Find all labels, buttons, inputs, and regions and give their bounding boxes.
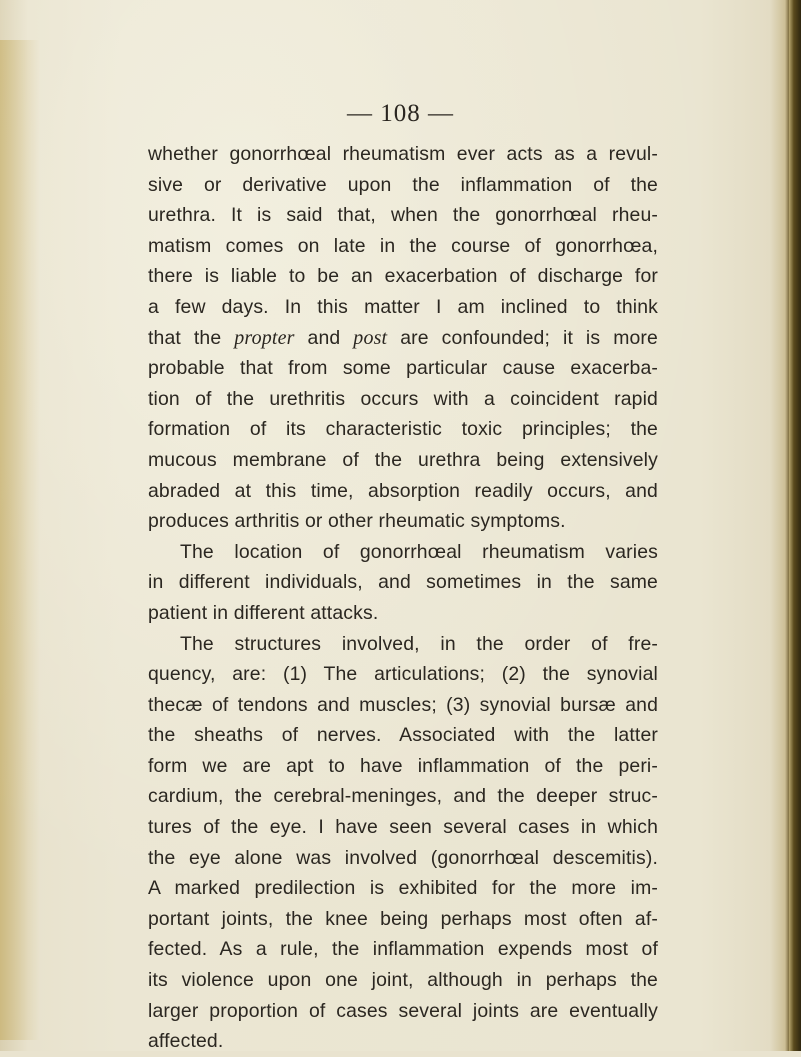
text-line: thecæ of tendons and muscles; (3) synovial bursæ and bbox=[148, 693, 658, 716]
text-fragment: and bbox=[294, 326, 354, 349]
text-fragment: that the bbox=[148, 326, 235, 349]
text-line: cardium, the cerebral-meninges, and the deeper struc- bbox=[148, 785, 658, 808]
text-line: A marked predilection is exhibited for the more im- bbox=[148, 877, 658, 900]
text-line: larger proportion of cases several joints are eventually bbox=[148, 999, 658, 1022]
text-line: portant joints, the knee being perhaps most often af- bbox=[148, 907, 658, 930]
paragraph-3 bbox=[148, 629, 658, 1057]
text-line: there is liable to be an exacerbation of discharge for bbox=[148, 265, 658, 288]
body-text bbox=[148, 139, 658, 1057]
text-line: tion of the urethritis occurs with a coincident rapid bbox=[148, 387, 658, 410]
text-line: The location of gonorrhœal rheumatism varies bbox=[180, 540, 658, 563]
text-line: produces arthritis or other rheumatic symptoms. bbox=[148, 510, 566, 533]
text-line: urethra. It is said that, when the gonorrhœal rheu- bbox=[148, 204, 658, 227]
text-line: fected. As a rule, the inflammation expends most of bbox=[148, 938, 658, 961]
text-line: a few days. In this matter I am inclined to think bbox=[148, 295, 658, 318]
text-line: its violence upon one joint, although in perhaps the bbox=[148, 969, 658, 992]
text-line: affected. bbox=[148, 1030, 224, 1053]
italic-term-post: post bbox=[353, 326, 388, 349]
text-line: sive or derivative upon the inflammation of the bbox=[148, 173, 658, 196]
text-line: matism comes on late in the course of gonorrhœa, bbox=[148, 234, 658, 257]
text-line: the sheaths of nerves. Associated with the latter bbox=[148, 724, 658, 747]
text-line-with-italics bbox=[148, 323, 658, 354]
text-line: probable that from some particular cause exacerba- bbox=[148, 357, 658, 380]
text-fragment: are confounded; it is more bbox=[387, 326, 658, 349]
italic-term-propter: propter bbox=[234, 326, 295, 349]
text-line: The structures involved, in the order of fre- bbox=[180, 632, 658, 655]
page-edge bbox=[789, 0, 801, 1051]
text-line: whether gonorrhœal rheumatism ever acts as a revul- bbox=[148, 143, 658, 165]
text-line: tures of the eye. I have seen several cases in which bbox=[148, 816, 658, 839]
page-stain bbox=[0, 40, 40, 1040]
text-line: mucous membrane of the urethra being extensively bbox=[148, 448, 658, 471]
text-line: form we are apt to have inflammation of the peri- bbox=[148, 754, 658, 777]
text-line: quency, are: (1) The articulations; (2) the synovial bbox=[148, 663, 658, 686]
text-line: formation of its characteristic toxic principles; the bbox=[148, 418, 658, 441]
text-line: the eye alone was involved (gonorrhœal descemitis). bbox=[148, 846, 658, 869]
paragraph-2 bbox=[148, 537, 658, 629]
page-header: — 108 — bbox=[347, 100, 454, 127]
text-line: abraded at this time, absorption readily occurs, and bbox=[148, 479, 658, 502]
paragraph-1 bbox=[148, 139, 658, 537]
text-line: in different individuals, and sometimes in the same bbox=[148, 571, 658, 594]
text-line: patient in different attacks. bbox=[148, 601, 379, 624]
